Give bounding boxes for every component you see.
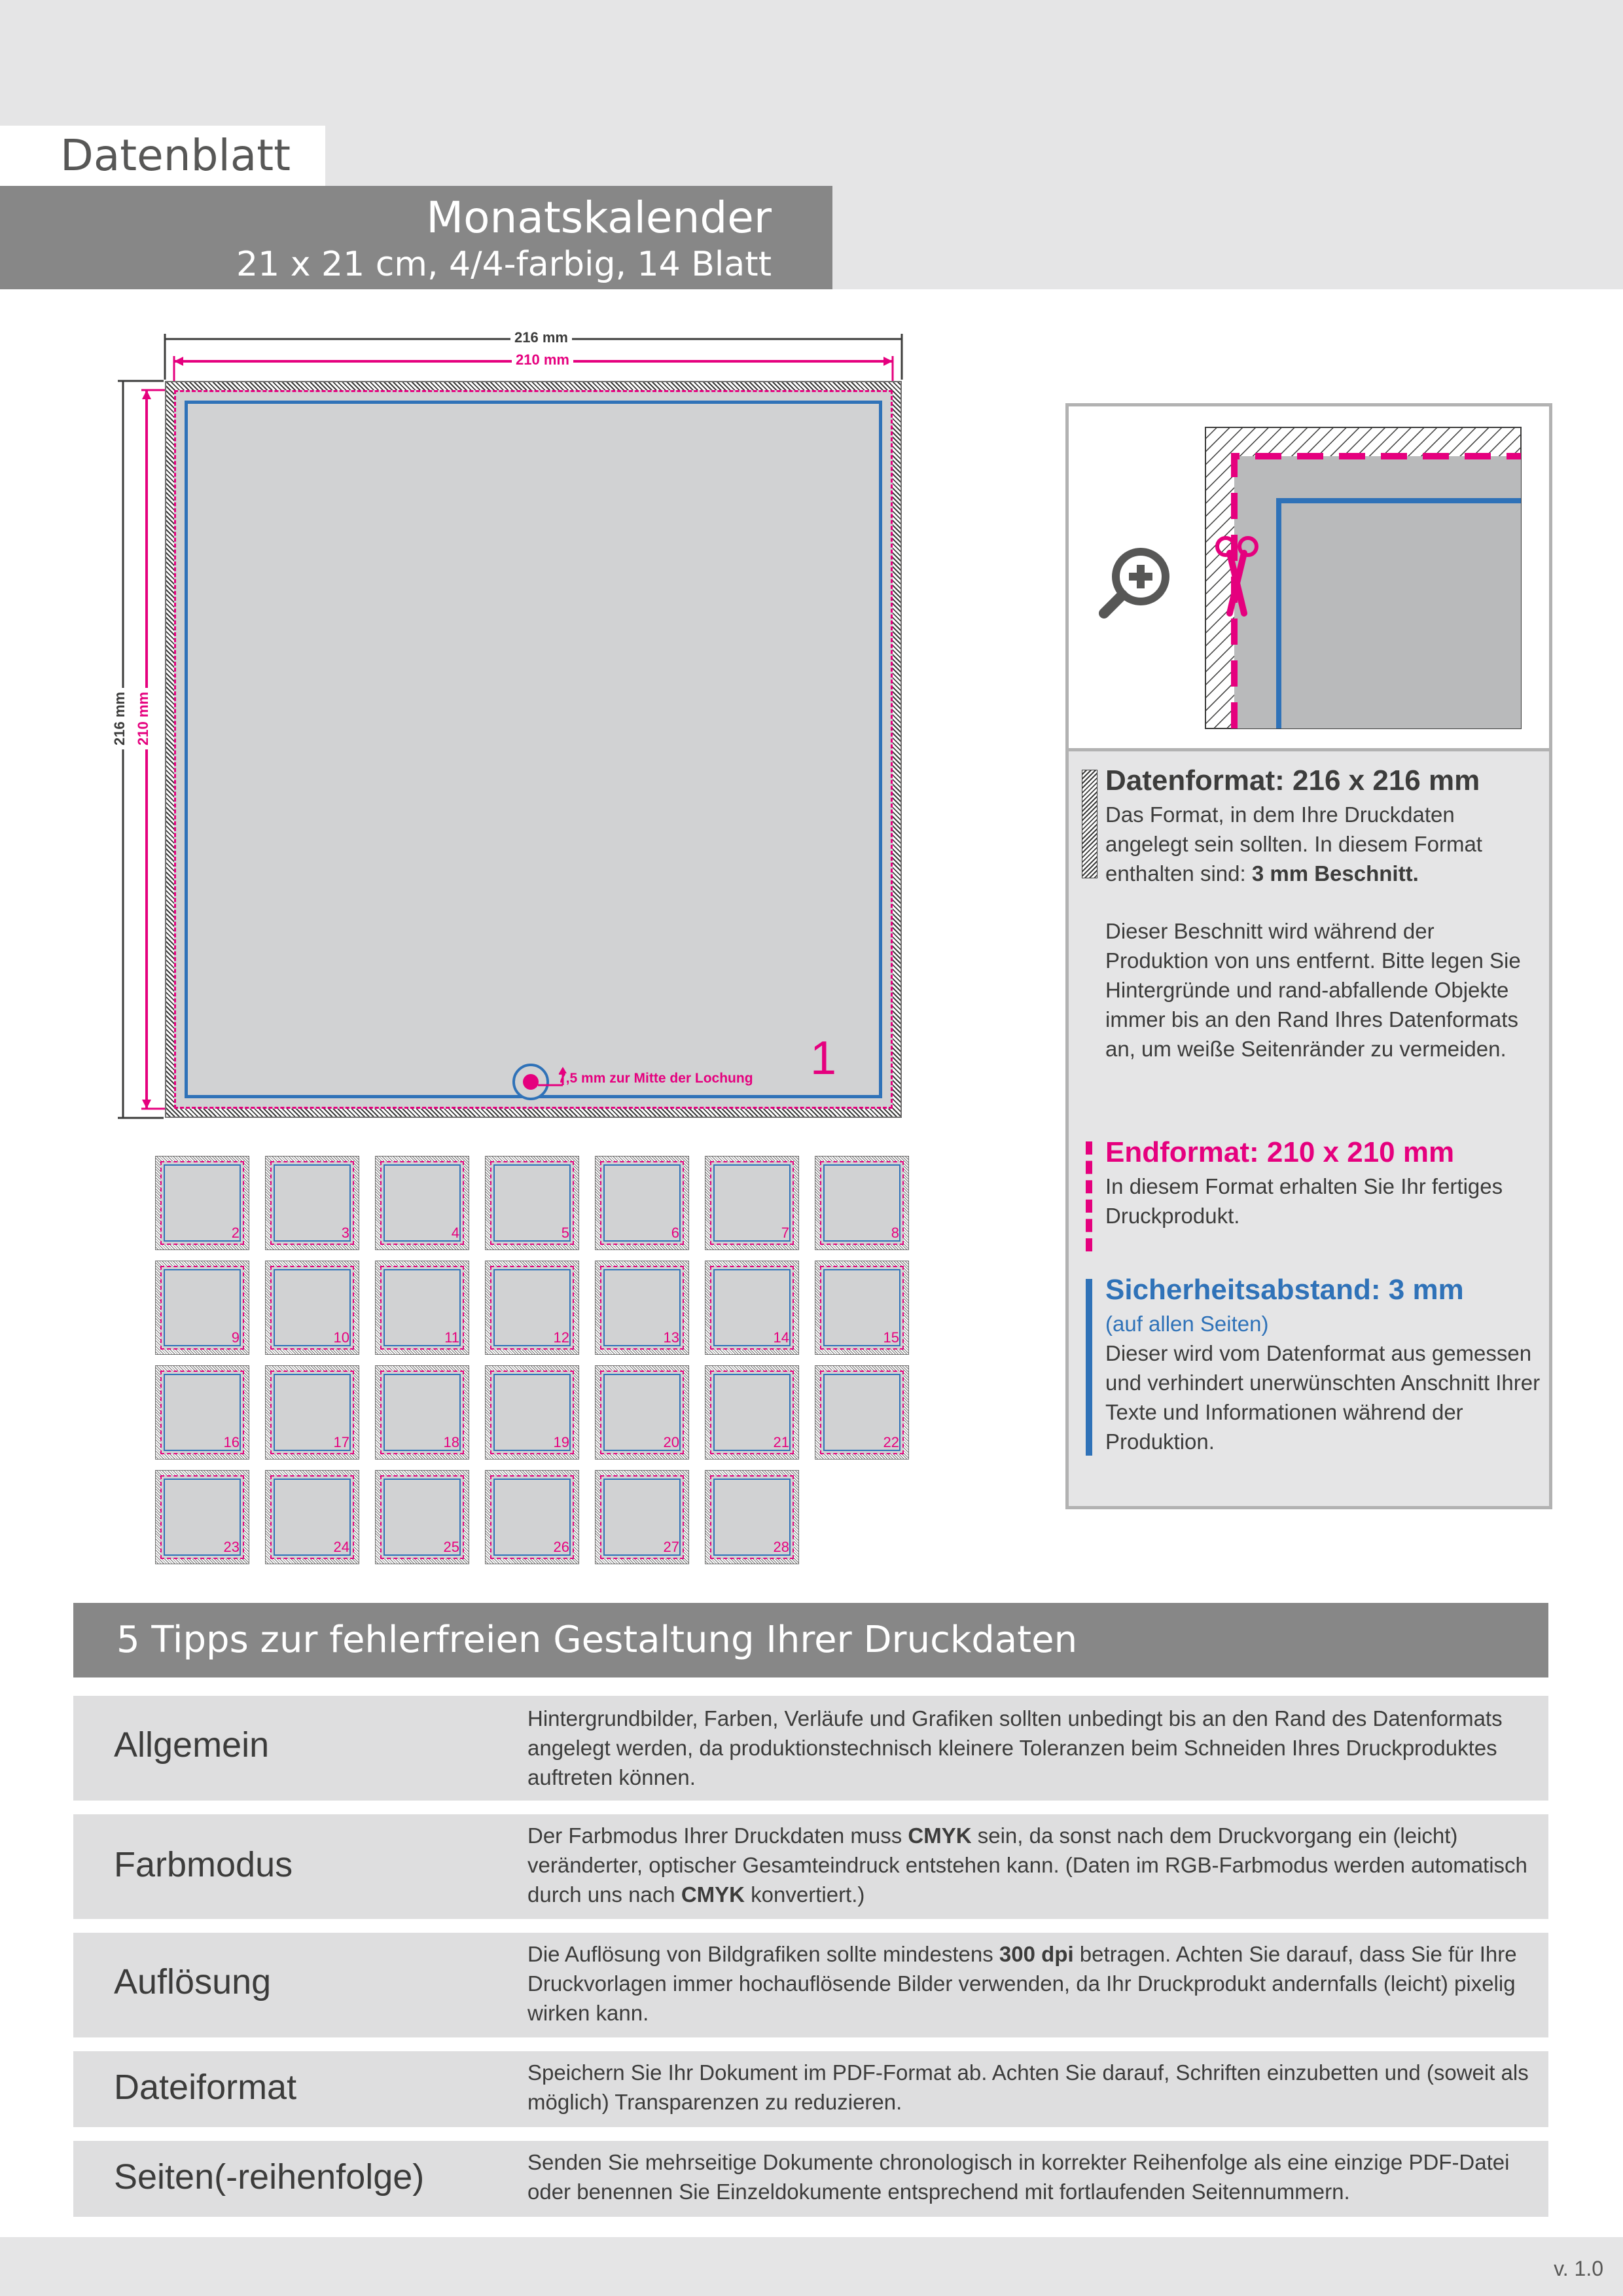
tip-text-bold: CMYK [681,1882,745,1907]
endformat-text: In diesem Format erhalten Sie Ihr fertiges Druckprodukt. [1105,1174,1503,1228]
thumbnail-page [705,1470,799,1564]
tip-text-part: sein, da sonst nach dem Druckvorgang ein (leicht) veränderter, optischer Gesamteindruck entstehen kann. (Daten im RGB-Farbmodus werden automatisch durch uns nach [527,1823,1527,1907]
tip-label: Auflösung [114,1962,272,2001]
thumbnail-number: 5 [561,1225,569,1241]
tip-text-part: Der Farbmodus Ihrer Druckdaten muss [527,1823,908,1848]
thumbnail-page [485,1365,579,1460]
thumbnail-page [375,1261,469,1355]
thumbnail-page [595,1470,689,1564]
tip-text-bold: 300 dpi [999,1942,1074,1966]
sicherheit-text: Dieser wird vom Datenformat aus gemessen und verhindert unerwünschten Anschnitt Ihrer Texte und Informationen während der Produktion. [1105,1341,1541,1454]
thumbnail-number: 13 [663,1329,679,1346]
thumbnail-number: 24 [333,1539,349,1555]
thumbnail-page [485,1261,579,1355]
thumbnail-page [705,1156,799,1250]
thumbnail-grid [155,1156,914,1568]
bleed-legend-bar [1082,770,1097,878]
thumbnail-number: 28 [773,1539,789,1555]
thumbnail-page [705,1365,799,1460]
thumbnail-page [815,1261,909,1355]
thumbnail-page [265,1365,359,1460]
thumbnail-page [595,1261,689,1355]
tip-text [527,1939,1535,2028]
thumbnail-number: 18 [443,1434,459,1450]
thumbnail-number: 26 [553,1539,569,1555]
thumbnail-number: 19 [553,1434,569,1450]
thumbnail-page [375,1365,469,1460]
thumbnail-page [595,1156,689,1250]
version-label: v. 1.0 [1554,2257,1603,2280]
thumbnail-number: 14 [773,1329,789,1346]
safe-legend-bar [1086,1279,1092,1456]
zoom-in-icon [1097,544,1176,622]
thumbnail-number: 12 [553,1329,569,1346]
thumbnail-page [155,1365,249,1460]
thumbnail-number: 17 [333,1434,349,1450]
thumbnail-page [155,1470,249,1564]
tip-text-part: Die Auflösung von Bildgrafiken sollte mindestens [527,1942,999,1966]
thumbnail-number: 7 [781,1225,789,1241]
tips-heading: 5 Tipps zur fehlerfreien Gestaltung Ihrer Druckdaten [73,1603,1548,1677]
tip-label: Seiten(-reihenfolge) [114,2157,425,2197]
height-outer-label: 216 mm [111,688,128,749]
thumbnail-page [485,1470,579,1564]
sicherheit-sub: (auf allen Seiten) [1105,1312,1269,1336]
thumbnail-number: 6 [671,1225,679,1241]
thumbnail-number: 27 [663,1539,679,1555]
thumbnail-page [155,1261,249,1355]
thumbnail-page [155,1156,249,1250]
hole-distance-label: 7,5 mm zur Mitte der Lochung [558,1071,753,1086]
datenformat-text-bold: 3 mm Beschnitt. [1251,861,1419,886]
tip-row [73,1933,1548,2037]
scissors-icon [1211,532,1264,617]
tip-text-part: betragen. Achten Sie darauf, dass Sie für Ihre Druckvorlagen immer hochauflösende Bilder verwenden, da Ihr Druckprodukt andernfalls (leicht) pixelig wirken kann. [527,1942,1517,2025]
thumbnail-number: 4 [451,1225,459,1241]
thumbnail-page [265,1156,359,1250]
height-final-label: 210 mm [135,688,152,749]
thumbnail-page [815,1365,909,1460]
width-outer-label: 216 mm [510,329,572,346]
final-legend-bar [1086,1141,1092,1251]
thumbnail-number: 15 [883,1329,899,1346]
tip-row [73,2141,1548,2217]
tip-text-part: konvertiert.) [745,1882,865,1907]
thumbnail-page [595,1365,689,1460]
sicherheit-title: Sicherheitsabstand: 3 mm [1105,1274,1464,1306]
thumbnail-page [815,1156,909,1250]
main-page-number: 1 [810,1032,837,1085]
doc-type-label: Datenblatt [0,126,325,186]
product-spec: 21 x 21 cm, 4/4-farbig, 14 Blatt [236,245,772,284]
thumbnail-number: 25 [443,1539,459,1555]
thumbnail-number: 8 [891,1225,899,1241]
thumbnail-number: 21 [773,1434,789,1450]
datenformat-text-2: Dieser Beschnitt wird während der Produktion von uns entfernt. Bitte legen Sie Hintergründe und rand-abfallende Objekte immer bis an den Rand Ihres Datenformats an, um weiße Seitenränder zu vermeiden. [1105,919,1521,1061]
product-title: Monatskalender [426,192,772,243]
thumbnail-page [375,1470,469,1564]
tip-label: Allgemein [114,1725,270,1765]
datenformat-text-main: Das Format, in dem Ihre Druckdaten angelegt sein sollten. In diesem Format enthalten sind: [1105,802,1482,886]
thumbnail-page [265,1470,359,1564]
info-panel [1065,751,1552,1509]
thumbnail-number: 23 [223,1539,240,1555]
thumbnail-number: 22 [883,1434,899,1450]
zoom-detail-box [1065,403,1552,751]
thumbnail-page [485,1156,579,1250]
thumbnail-page [265,1261,359,1355]
thumbnail-number: 2 [231,1225,240,1241]
footer-band [0,2237,1623,2296]
thumbnail-number: 20 [663,1434,679,1450]
endformat-title: Endformat: 210 x 210 mm [1105,1136,1455,1168]
thumbnail-number: 10 [333,1329,349,1346]
tip-text [527,1821,1535,1909]
thumbnail-number: 9 [231,1329,240,1346]
datenformat-title: Datenformat: 216 x 216 mm [1105,764,1480,797]
tip-row [73,1696,1548,1801]
thumbnail-number: 16 [223,1434,240,1450]
datenformat-text [1105,800,1537,888]
thumbnail-number: 3 [341,1225,349,1241]
tip-label: Farbmodus [114,1845,293,1884]
tip-text-bold: CMYK [908,1823,972,1848]
tip-text: Speichern Sie Ihr Dokument im PDF-Format ab. Achten Sie darauf, Schriften einzubetten und (soweit als möglich) Transparenzen zu reduzieren. [527,2060,1529,2114]
tip-text: Senden Sie mehrseitige Dokumente chronologisch in korrekter Reihenfolge als eine einzige PDF-Datei oder benennen Sie Einzeldokumente entsprechend mit fortlaufenden Seitennummern. [527,2150,1510,2204]
thumbnail-number: 11 [444,1329,459,1346]
width-final-label: 210 mm [512,351,573,368]
tip-text: Hintergrundbilder, Farben, Verläufe und Grafiken sollten unbedingt bis an den Rand des Datenformats angelegt werden, da produktionstechnisch kleinere Toleranzen beim Schneiden Ihres Druckproduktes auftreten können. [527,1706,1503,1789]
main-page-safe-area [185,401,882,1098]
thumbnail-page [375,1156,469,1250]
tip-label: Dateiformat [114,2068,297,2107]
tip-row [73,1814,1548,1919]
thumbnail-page [705,1261,799,1355]
tip-row [73,2051,1548,2127]
